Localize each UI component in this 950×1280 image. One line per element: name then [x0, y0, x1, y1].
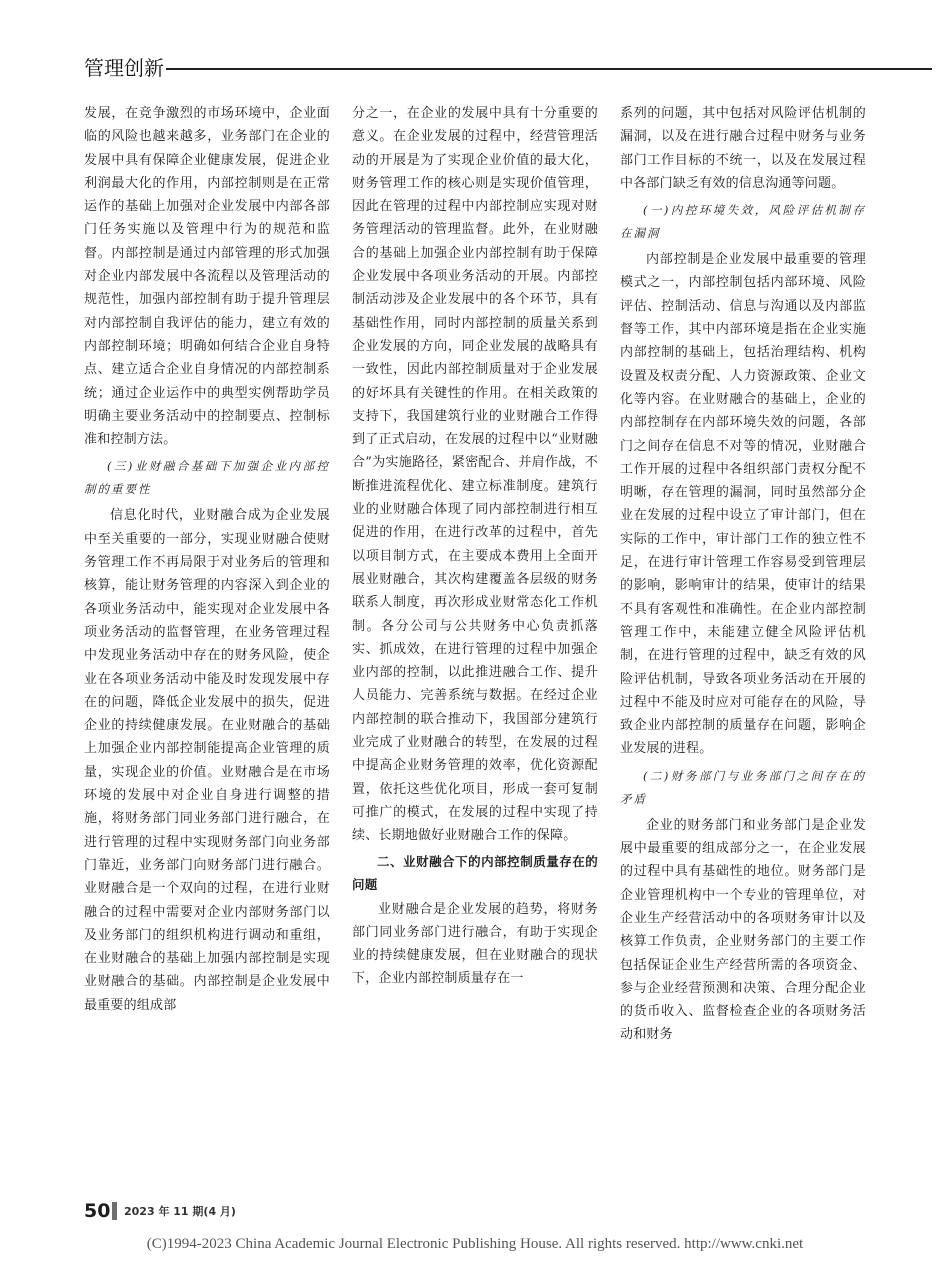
paragraph: 分之一，在企业的发展中具有十分重要的意义。在企业发展的过程中，经营管理活动的开展是为了实现企业价值的最大化，财务管理工作的核心则是实现价值管理，因此在管理的过程中内部控制应实现对财务管理活动的管理监督。此外，在业财融合的基础上加强企业内部控制有助于保障企业发展中各项业务活动的开展。内部控制活动涉及企业发展中的各个环节，具有基础性作用，同时内部控制的质量关系到企业发展的方向，同企业发展的战略具有一致性，因此内部控制质量对于企业发展的好坏具有关键性的作用。在相关政策的支持下，我国建筑行业的业财融合工作得到了正式启动，在发展的过程中以“业财融合”为实施路径，紧密配合、并肩作战，不断推进流程优化、建立标准制度。建筑行业的业财融合体现了同内部控制进行相互促进的作用，在进行改革的过程中，首先以项目制方式，在主要成本费用上全面开展业财融合，其次构建覆盖各层级的财务联系人制度，再次形成业财常态化工作机制。各分公司与公共财务中心负责抓落实、抓成效，在进行管理的过程中加强企业内部的控制，以此推进融合工作、提升人员能力、完善系统与数据。在经过企业内部控制的联合推动下，我国部分建筑行业完成了业财融合的转型，在发展的过程中提高企业财务管理的效率，优化资源配置，依托这些优化项目，形成一套可复制可推广的模式，在发展的过程中实现了持续、长期地做好业财融合工作的保障。 [352, 106, 598, 844]
running-header [84, 56, 932, 84]
paragraph: 业财融合是企业发展的趋势，将财务部门同业务部门进行融合，有助于实现企业的持续健康发展，但在业财融合的现状下，企业内部控制质量存在一 [352, 901, 598, 987]
page-footer [84, 1200, 484, 1224]
section-heading: (二)财务部门与业务部门之间存在的矛盾 [620, 768, 866, 806]
paragraph: 内部控制是企业发展中最重要的管理模式之一，内部控制包括内部环境、风险评估、控制活动、信息与沟通以及内部监督等工作，其中内部环境是指在企业实施内部控制的基础上，包括治理结构、机构设置及权责分配、人力资源政策、企业文化等内容。在业财融合的基础上，企业的内部控制存在内部环境失效的问题，各部门之间存在信息不对等的情况，业财融合工作开展的过程中各组织部门责权分配不明晰，存在管理的漏洞，同时虽然部分企业在发展的过程中设立了审计部门，但在实际的工作中，审计部门工作的独立性不足，在进行审计管理工作容易受到管理层的影响，影响审计的结果，使审计的结果不具有客观性和准确性。在企业内部控制管理工作中，未能建立健全风险评估机制，在进行管理的过程中，缺乏有效的风险评估机制，导致各项业务活动在开展的过程中不能及时应对可能存在的风险，导致企业内部控制的质量存在问题，影响企业发展的进程。 [620, 252, 866, 757]
footer-divider-bar [112, 1202, 117, 1220]
text-column-1 [84, 102, 330, 1182]
header-rule [166, 68, 932, 70]
text-column-3 [620, 102, 866, 1182]
journal-section-title: 管理创新 [84, 56, 164, 80]
paragraph: 发展，在竞争激烈的市场环境中，企业面临的风险也越来越多，业务部门在企业的发展中具有保障企业健康发展，促进企业利润最大化的作用，内部控制则是在正常运作的基础上加强对企业发展中内部各部门任务实施以及管理中行为的规范和监督。内部控制是通过内部管理的形式加强对企业内部发展中各流程以及管理活动的规范性，加强内部控制有助于提升管理层对内部控制自我评估的能力，建立有效的内部控制环境；明确如何结合企业自身特点、建立适合企业自身情况的内部控制系统；通过企业运作中的典型实例帮助学员明确主要业务活动中的控制要点、控制标准和控制方法。 [84, 106, 330, 448]
section-heading: (一)内控环境失效，风险评估机制存在漏洞 [620, 203, 866, 241]
section-heading: 二、业财融合下的内部控制质量存在的问题 [352, 853, 598, 892]
issue-label: 2023 年 11 期(4 月) [124, 1205, 236, 1218]
paragraph: 系列的问题，其中包括对风险评估机制的漏洞，以及在进行融合过程中财务与业务部门工作目标的不统一，以及在发展过程中各部门缺乏有效的信息沟通等问题。 [620, 106, 866, 191]
page-number: 50 [84, 1200, 111, 1222]
section-heading: (三)业财融合基础下加强企业内部控制的重要性 [84, 459, 330, 497]
paragraph: 信息化时代，业财融合成为企业发展中至关重要的一部分，实现业财融合使财务管理工作不再局限于对业务后的管理和核算，能让财务管理的内容深入到企业的各项业务活动中，能实现对企业发展中各项业务活动的监督管理，在业务管理过程中发现业务活动中存在的财务风险，使企业在各项业务活动中能及时发现发展中存在的问题，降低企业发展中的损失，促进企业的持续健康发展。在业财融合的基础上加强企业内部控制能提高企业管理的质量，实现企业的价值。业财融合是在市场环境的发展中对企业自身进行调整的措施，将财务部门同业务部门进行融合，在进行管理的过程中实现财务部门向业务部门靠近，业务部门向财务部门进行融合。业财融合是一个双向的过程，在进行业财融合的过程中需要对企业内部财务部门以及业务部门的组织机构进行调动和重组，在业财融合的基础上加强内部控制是实现业财融合的基础。内部控制是企业发展中最重要的组成部 [84, 508, 330, 1013]
text-column-2 [352, 102, 598, 1182]
copyright-notice: (C)1994-2023 China Academic Journal Electronic Publishing House. All rights reserved. http://www.cnki.net [146, 1236, 804, 1252]
paragraph: 企业的财务部门和业务部门是企业发展中最重要的组成部分之一，在企业发展的过程中具有基础性的地位。财务部门是企业管理机构中一个专业的管理单位，对企业生产经营活动中的各项财务审计以及核算工作负责，企业财务部门的主要工作包括保证企业生产经营所需的各项资金、参与企业经营预测和决策、合理分配企业的货币收入、监督检查企业的各项财务活动和财务 [620, 817, 866, 1043]
